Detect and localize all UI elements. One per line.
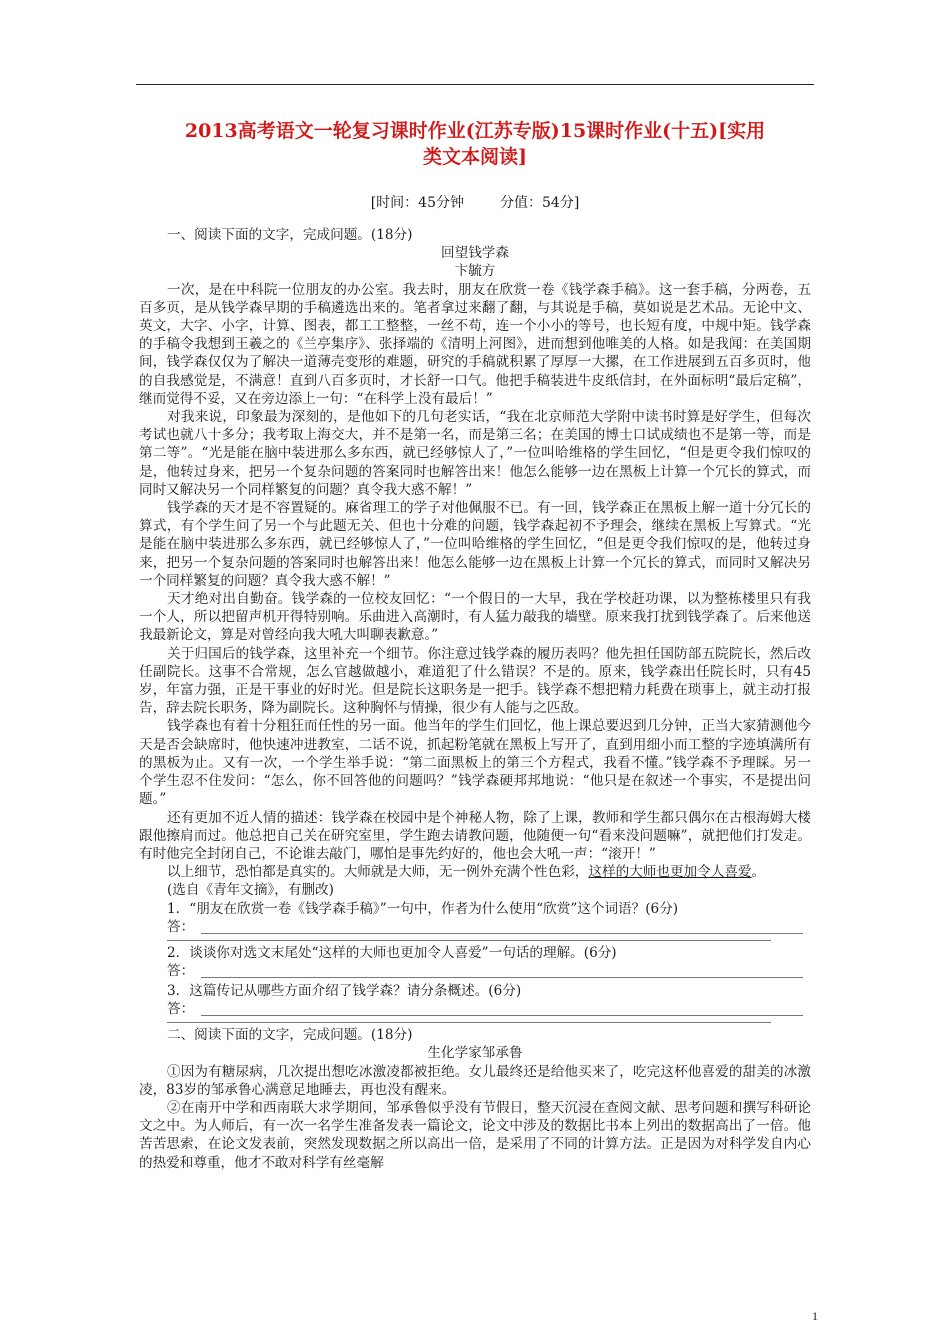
article1-last-paragraph (139, 863, 811, 881)
last-paragraph-text: 以上细节，恐怕都是真实的。大师就是大师，无一例外充满个性色彩， (167, 864, 589, 881)
total-score: 分值：54分] (500, 195, 580, 211)
question-2: 2．谈谈你对选文末尾处“这样的大师也更加令人喜爱”一句话的理解。(6分) (167, 944, 617, 961)
page-number: 1 (812, 1309, 818, 1323)
answer-line-1[interactable] (139, 918, 811, 938)
article2-paragraph: ①因为有糖尿病，几次提出想吃冰激凌都被拒绝。女儿最终还是给他买来了，吃完这杯他喜爱的甜美的冰激凌，83岁的邹承鲁心满意足地睡去，再也没有醒来。 (139, 1063, 811, 1098)
article1-paragraph: 关于归国后的钱学森，这里补充一个细节。你注意过钱学森的履历表吗？他先担任国防部五院院长，然后改任副院长。这事不合常规，怎么官越做越小，难道犯了什么错误？不是的。原来，钱学森出任院长时，只有45岁，年富力强，正是干事业的好时光。但是院长这职务是一把手。钱学森不想把精力耗费在琐事上，就主动打报告，辞去院长职务，降为副院长。这种胸怀与情操，很少有人能与之匹敌。 (139, 645, 811, 717)
answer-line-2[interactable] (139, 962, 811, 982)
separator-line (139, 1020, 811, 1026)
article1-author: 卞毓方 (454, 263, 496, 280)
header-rule (136, 84, 814, 85)
time-limit: [时间：45分钟 (370, 195, 464, 211)
section1-heading: 一、阅读下面的文字，完成问题。(18分) (167, 227, 413, 243)
separator-line (139, 938, 811, 944)
article1-paragraph: 钱学森的天才是不容置疑的。麻省理工的学子对他佩服不已。有一回，钱学森正在黑板上解一道十分冗长的算式，有个学生问了另一个与此题无关、但也十分难的问题，钱学森起初不予理会，继续在黑板上写算式。“光是能在脑中装进那么多东西，就已经够惊人了，”一位叫哈维格的学生回忆，“但是更令我们惊叹的是，他转过身来，把另一个复杂问题的答案同时也解答出来！他怎么能够一边在黑板上计算一个冗长的算式，而同时又解决另一个同样繁复的问题？真令我大惑不解！” (139, 500, 811, 589)
article2-paragraph: ②在南开中学和西南联大求学期间，邹承鲁似乎没有节假日，整天沉浸在查阅文献、思考问题和撰写科研论文之中。为人师后，有一次一名学生准备发表一篇论文，论文中涉及的数据比书本上列出的数据高出了一倍。他苦苦思索，在论文发表前，突然发现数据之所以高出一倍，是采用了不同的计算方法。正是因为对科学发自内心的热爱和尊重，他才不敢对科学有丝毫解 (139, 1099, 811, 1171)
answer-label: 答： (167, 962, 195, 979)
article2-title: 生化学家邹承鲁 (427, 1045, 523, 1062)
time-score-info (136, 192, 814, 212)
page-title (136, 118, 814, 170)
last-paragraph-end: 。 (751, 864, 766, 881)
article1-paragraph: 钱学森也有着十分粗狂而任性的另一面。他当年的学生们回忆，他上课总要迟到几分钟，正当大家猜测他今天是否会缺席时，他快速冲进教室，二话不说，抓起粉笔就在黑板上写开了，直到用细小而工整的字迹填满所有的黑板为止。又有一次，一个学生举手说：“第二面黑板上的第三个方程式，我看不懂。”钱学森不予理睬。另一个学生忍不住发问：“怎么，你不回答他的问题吗？”钱学森硬邦邦地说：“他只是在叙述一个事实，不是提出问题。” (139, 718, 811, 808)
answer-line-3[interactable] (139, 1000, 811, 1020)
title-line-2: 类文本阅读] (423, 146, 527, 168)
question-1: 1．“朋友在欣赏一卷《钱学森手稿》”一句中，作者为什么使用“欣赏”这个词语？(6分) (167, 900, 679, 917)
article1-source: (选自《青年文摘》，有删改) (167, 882, 334, 899)
article1-paragraph: 还有更加不近人情的描述：钱学森在校园中是个神秘人物，除了上课，教师和学生都只偶尔在古根海姆大楼跟他擦肩而过。他总把自己关在研究室里，学生跑去请教问题，他随便一句“看来没问题嘛”，就把他们打发走。有时他完全封闭自己，不论谁去敲门，哪怕是事先约好的，他也会大吼一声：“滚开！” (139, 809, 811, 862)
question-3: 3．这篇传记从哪些方面介绍了钱学森？请分条概述。(6分) (167, 982, 522, 999)
answer-label: 答： (167, 1001, 195, 1018)
article1-title: 回望钱学森 (441, 245, 509, 262)
answer-label: 答： (167, 918, 195, 935)
section2-heading: 二、阅读下面的文字，完成问题。(18分) (167, 1027, 413, 1044)
article1-paragraph: 对我来说，印象最为深刻的，是他如下的几句老实话，“我在北京师范大学附中读书时算是好学生，但每次考试也就八十多分；我考取上海交大，并不是第一名，而是第三名；在美国的博士口试成绩也不是第一等，而是第二等”。“光是能在脑中装进那么多东西，就已经够惊人了，”一位叫哈维格的学生回忆，“但是更令我们惊叹的是，他转过身来，把另一个复杂问题的答案同时也解答出来！他怎么能够一边在黑板上计算一个冗长的算式，而同时又解决另一个同样繁复的问题？真令我大惑不解！” (139, 409, 811, 498)
underlined-sentence: 这样的大师也更加令人喜爱 (588, 864, 752, 881)
title-line-1: 2013高考语文一轮复习课时作业(江苏专版)15课时作业(十五)[实用 (184, 120, 766, 142)
article1-paragraph: 一次，是在中科院一位朋友的办公室。我去时，朋友在欣赏一卷《钱学森手稿》。这一套手稿，分两卷，五百多页，是从钱学森早期的手稿遴选出来的。笔者拿过来翻了翻，与其说是手稿，莫如说是艺术品。无论中文、英文，大字、小字，计算、图表，都工工整整，一丝不苟，连一个小小的等号，也长短有度，中规中矩。钱学森的手稿令我想到王羲之的《兰亭集序》、张择端的《清明上河图》，进而想到他唯美的人格。如是我闻：在美国期间，钱学森仅仅为了解决一道薄壳变形的难题，研究的手稿就积累了厚厚一大摞，在工作进展到五百多页时，他的自我感觉是，不满意！直到八百多页时，才长舒一口气。他把手稿装进牛皮纸信封，在外面标明“最后定稿”，继而觉得不妥，又在旁边添上一句：“在科学上没有最后！” (139, 281, 811, 407)
article1-paragraph: 天才绝对出自勤奋。钱学森的一位校友回忆：“一个假日的一大早，我在学校赶功课，以为整栋楼里只有我一个人，所以把留声机开得特别响。乐曲进入高潮时，有人猛力敲我的墙壁。原来我打扰到钱学森了。后来他送我最新论文，算是对曾经向我大吼大叫聊表歉意。” (139, 591, 811, 644)
document-body (139, 226, 811, 1172)
